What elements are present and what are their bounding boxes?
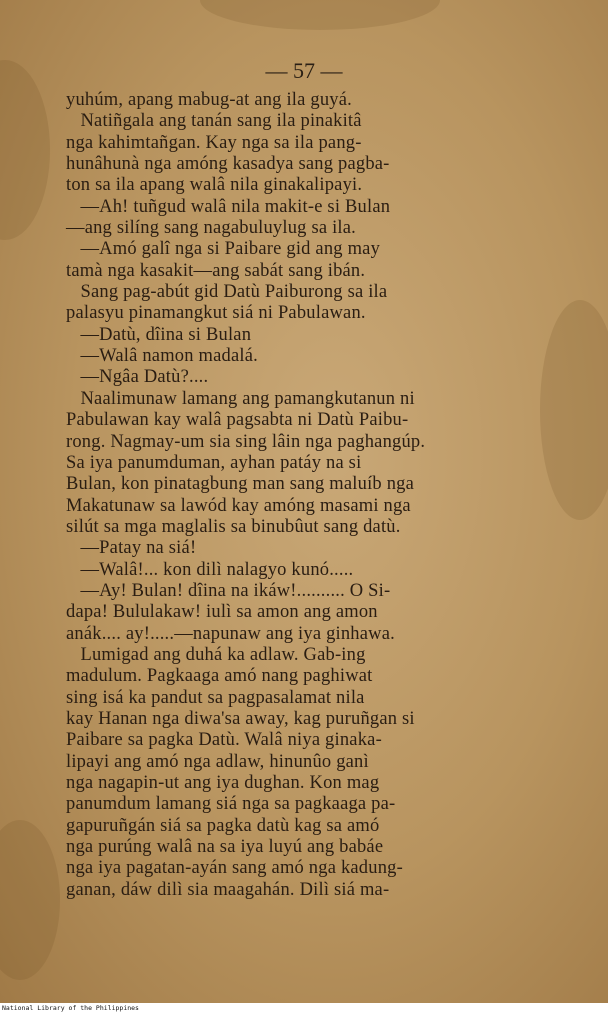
text-line: panumdum lamang siá nga sa pagkaaga pa- xyxy=(66,794,396,815)
text-line: Paibare sa pagka Datù. Walâ niya ginaka- xyxy=(66,730,382,751)
text-line: anák.... ay!.....—napunaw ang iya ginhawa. xyxy=(66,623,395,644)
text-line: Bulan, kon pinatagbung man sang maluíb nga xyxy=(66,474,415,495)
page-body xyxy=(66,90,538,901)
text-line: gapuruñgán siá sa pagka datù kag sa amó xyxy=(66,815,380,836)
text-line: —Walâ!... kon dilì nalagyo kunó..... xyxy=(66,559,354,580)
text-line: Natiñgala ang tanán sang ila pinakitâ xyxy=(66,111,362,132)
text-line: ganan, dáw dilì sia maagahán. Dilì siá ma- xyxy=(66,879,390,900)
paper-stain xyxy=(0,820,60,980)
text-line: yuhúm, apang mabug-at ang ila guyá. xyxy=(66,90,352,110)
text-line: ton sa ila apang walâ nila ginakalipayi. xyxy=(66,175,363,196)
text-line: —ang silíng sang nagabuluylug sa ila. xyxy=(66,218,356,239)
text-line: —Ah! tuñgud walâ nila makit-e si Bulan xyxy=(66,196,391,217)
text-line: silút sa mga maglalis sa binubûut sang datù. xyxy=(66,516,401,537)
text-line: nga kahimtañgan. Kay nga sa ila pang- xyxy=(66,132,362,153)
footer-bar xyxy=(0,1004,608,1013)
text-line: madulum. Pagkaaga amó nang paghiwat xyxy=(66,666,373,687)
text-line: Sang pag-abút gid Datù Paiburong sa ila xyxy=(66,282,388,303)
text-line: Naalimunaw lamang ang pamangkutanun ni xyxy=(66,388,415,409)
text-line: —Ay! Bulan! dîina na ikáw!.......... O Si- xyxy=(66,580,391,601)
paper-stain xyxy=(540,300,608,520)
text-line: —Datù, dîina si Bulan xyxy=(66,324,252,345)
text-line: nga nagapin-ut ang iya dughan. Kon mag xyxy=(66,773,380,793)
text-line: lipayi ang amó nga adlaw, hinunûo ganì xyxy=(66,751,369,772)
paper-stain xyxy=(0,60,50,240)
text-line: nga purúng walâ na sa iya luyú ang babáe xyxy=(66,837,384,858)
text-line: nga iya pagatan-ayán sang amó nga kadung- xyxy=(66,858,403,879)
text-line: —Amó galî nga si Paibare gid ang may xyxy=(66,239,381,260)
text-line: Lumigad ang duhá ka adlaw. Gab-ing xyxy=(66,644,366,665)
text-line: tamà nga kasakit—ang sabát sang ibán. xyxy=(66,260,366,281)
text-line: Makatunaw sa lawód kay amóng masami nga xyxy=(66,495,411,516)
text-line: sing isá ka pandut sa pagpasalamat nila xyxy=(66,687,365,708)
text-line: dapa! Bululakaw! iulì sa amon ang amon xyxy=(66,602,378,623)
text-line: kay Hanan nga diwa'sa away, kag puruñgan si xyxy=(66,708,415,729)
paper-stain xyxy=(200,0,440,30)
text-line: Sa iya panumduman, ayhan patáy na si xyxy=(66,452,362,473)
text-line: Pabulawan kay walâ pagsabta ni Datù Paibu- xyxy=(66,410,409,431)
library-credit: National Library of the Philippines xyxy=(2,1004,139,1012)
page-number: — 57 — xyxy=(265,58,343,83)
text-line: —Patay na siá! xyxy=(66,538,197,559)
text-line: palasyu pinamangkut siá ni Pabulawan. xyxy=(66,303,366,324)
text-line: —Ngâa Datù?.... xyxy=(66,367,209,388)
text-line: hunâhunà nga amóng kasadya sang pagba- xyxy=(66,154,390,175)
text-line: rong. Nagmay-um sia sing lâin nga paghangúp. xyxy=(66,431,426,452)
text-line: —Walâ namon madalá. xyxy=(66,346,258,367)
